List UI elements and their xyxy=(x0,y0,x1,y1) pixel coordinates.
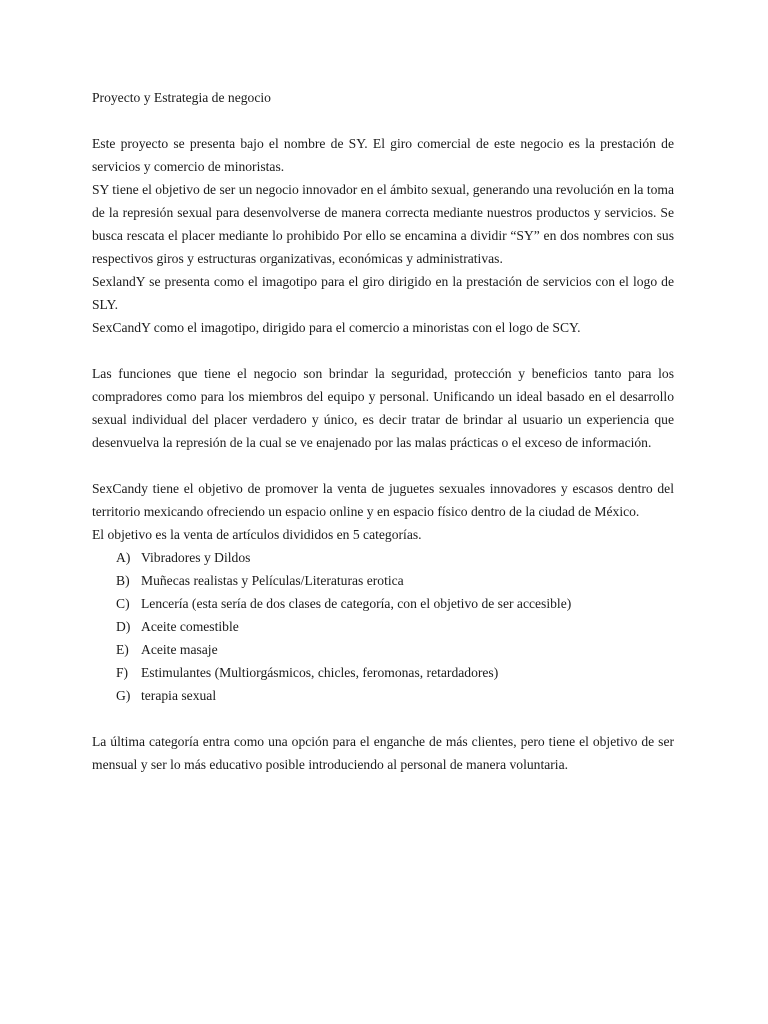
paragraph-gap xyxy=(92,707,674,730)
intro-paragraph: Este proyecto se presenta bajo el nombre de SY. El giro comercial de este negocio es la prestación de servicios y comercio de minoristas. xyxy=(92,136,674,174)
list-item xyxy=(116,569,674,592)
list-item-letter: D) xyxy=(116,619,131,634)
list-item xyxy=(116,684,674,707)
list-item-text: Muñecas realistas y Películas/Literaturas erotica xyxy=(141,573,404,588)
list-item xyxy=(116,661,674,684)
list-item-letter: E) xyxy=(116,642,129,657)
objective-paragraph: SY tiene el objetivo de ser un negocio innovador en el ámbito sexual, generando una revolución en la toma de la represión sexual para desenvolverse de manera correcta mediante nuestros productos y servicios. Se busca rescata el placer mediante lo prohibido Por ello se encamina a dividir “SY” en dos nombres con sus respectivos giros y estructuras organizativas, económicas y administrativas. xyxy=(92,182,674,266)
list-item xyxy=(116,638,674,661)
last-category-paragraph: La última categoría entra como una opción para el enganche de más clientes, pero tiene el objetivo de ser mensual y ser lo más educativo posible introduciendo al personal de manera voluntaria. xyxy=(92,734,674,772)
list-item-letter: F) xyxy=(116,665,129,680)
list-item-text: terapia sexual xyxy=(141,688,217,703)
list-item-letter: A) xyxy=(116,550,131,565)
list-item-text: Aceite comestible xyxy=(141,619,239,634)
document-body xyxy=(92,86,674,776)
list-item-letter: B) xyxy=(116,573,130,588)
list-item xyxy=(116,546,674,569)
paragraph-gap xyxy=(92,339,674,362)
functions-paragraph: Las funciones que tiene el negocio son brindar la seguridad, protección y beneficios tanto para los compradores como para los miembros del equipo y personal. Unificando un ideal basado en el desarrollo sexual individual del placer verdadero y único, es decir tratar de brindar al usuario un experiencia que desenvuelva la represión de la cual se ve enajenado por las malas prácticas o el exceso de información. xyxy=(92,366,674,450)
categories-list xyxy=(92,546,674,707)
list-item-text: Vibradores y Dildos xyxy=(141,550,251,565)
list-item-text: Estimulantes (Multiorgásmicos, chicles, feromonas, retardadores) xyxy=(141,665,499,680)
list-item xyxy=(116,615,674,638)
sexlandy-paragraph: SexlandY se presenta como el imagotipo para el giro dirigido en la prestación de servicios con el logo de SLY. xyxy=(92,274,674,312)
categories-intro: El objetivo es la venta de artículos divididos en 5 categorías. xyxy=(92,527,422,542)
paragraph-gap xyxy=(92,454,674,477)
list-item-text: Aceite masaje xyxy=(141,642,218,657)
list-item xyxy=(116,592,674,615)
list-item-letter: G) xyxy=(116,688,131,703)
list-item-letter: C) xyxy=(116,596,130,611)
sexcandy-logo-paragraph: SexCandY como el imagotipo, dirigido para el comercio a minoristas con el logo de SCY. xyxy=(92,320,581,335)
document-title: Proyecto y Estrategia de negocio xyxy=(92,90,271,105)
list-item-text: Lencería (esta sería de dos clases de categoría, con el objetivo de ser accesible) xyxy=(141,596,572,611)
sexcandy-objective-paragraph: SexCandy tiene el objetivo de promover la venta de juguetes sexuales innovadores y escasos dentro del territorio mexicando ofreciendo un espacio online y en espacio físico dentro de la ciudad de México. xyxy=(92,481,674,519)
